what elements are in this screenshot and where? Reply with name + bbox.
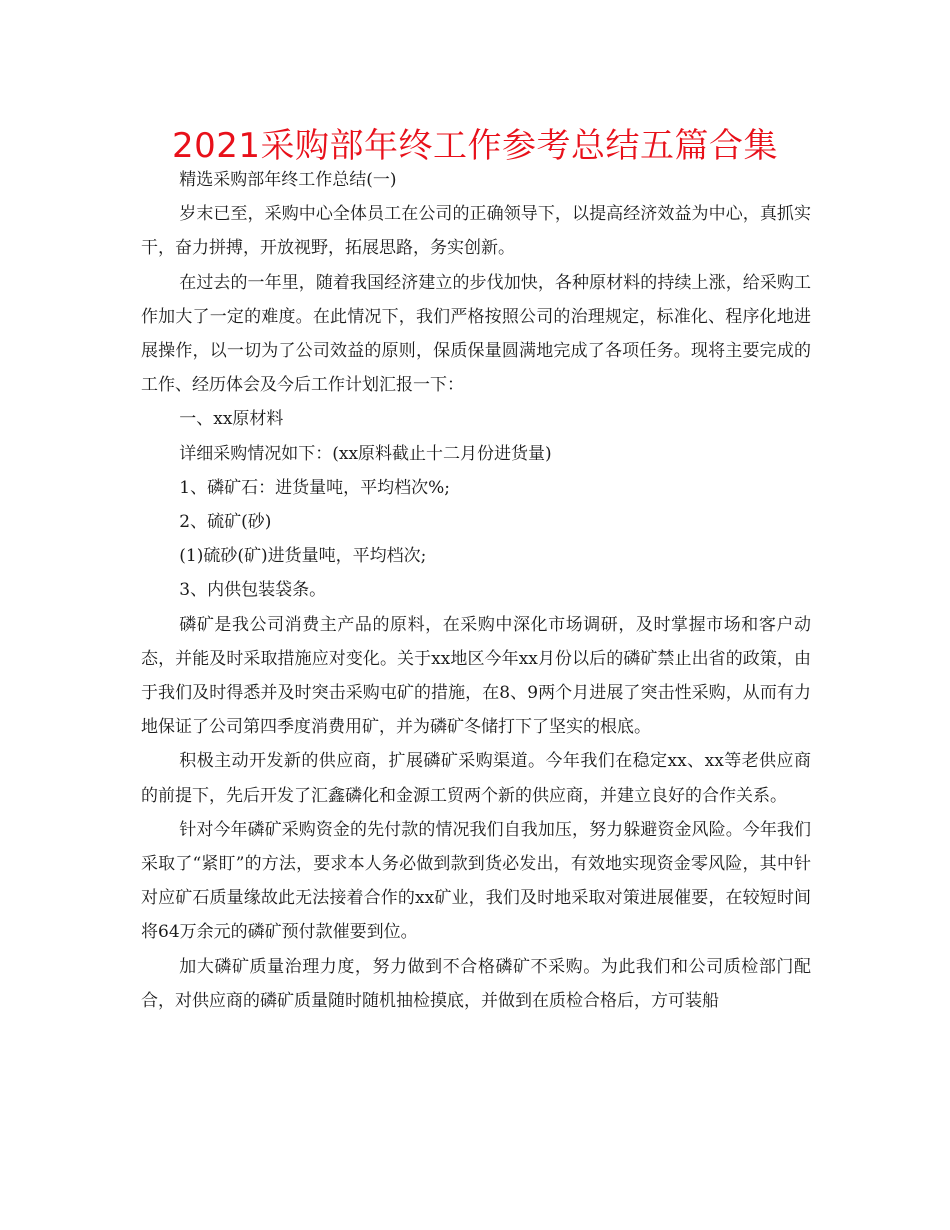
list-item: 3、内供包装袋条。 [179, 580, 327, 601]
paragraph: 针对今年磷矿采购资金的先付款的情况我们自我加压，努力躲避资金风险。今年我们采取了“紧盯”的方法，要求本人务必做到款到货必发出，有效地实现资金零风险，其中针对应矿石质量缘故此无法接着合作的xx矿业，我们及时地采取对策进展催要，在较短时间将64万余元的磷矿预付款催要到位。 [141, 819, 811, 943]
list-item: 1、磷矿石：进货量吨，平均档次%; [179, 477, 450, 498]
paragraph: 详细采购情况如下：(xx原料截止十二月份进货量) [179, 443, 552, 464]
paragraph: 岁末已至，采购中心全体员工在公司的正确领导下，以提高经济效益为中心，真抓实干，奋力拼搏，开放视野，拓展思路，务实创新。 [141, 204, 811, 259]
section-heading: 一、xx原材料 [179, 409, 284, 430]
document-body [141, 163, 811, 1018]
paragraph: 积极主动开发新的供应商，扩展磷矿采购渠道。今年我们在稳定xx、xx等老供应商的前提下，先后开发了汇鑫磷化和金源工贸两个新的供应商，并建立良好的合作关系。 [141, 751, 811, 806]
document-title: 2021采购部年终工作参考总结五篇合集 [171, 126, 779, 166]
paragraph-subtitle: 精选采购部年终工作总结(一) [179, 170, 397, 190]
paragraph: 磷矿是我公司消费主产品的原料，在采购中深化市场调研，及时掌握市场和客户动态，并能及时采取措施应对变化。关于xx地区今年xx月份以后的磷矿禁止出省的政策，由于我们及时得悉并及时突击采购屯矿的措施，在8、9两个月进展了突击性采购，从而有力地保证了公司第四季度消费用矿，并为磷矿冬储打下了坚实的根底。 [141, 614, 811, 738]
list-item: 2、硫矿(砂) [179, 512, 272, 533]
list-item: (1)硫砂(矿)进货量吨，平均档次; [179, 546, 427, 567]
paragraph: 在过去的一年里，随着我国经济建立的步伐加快，各种原材料的持续上涨，给采购工作加大了一定的难度。在此情况下，我们严格按照公司的治理规定，标准化、程序化地进展操作，以一切为了公司效益的原则，保质保量圆满地完成了各项任务。现将主要完成的工作、经历体会及今后工作计划汇报一下： [141, 272, 811, 396]
paragraph: 加大磷矿质量治理力度，努力做到不合格磷矿不采购。为此我们和公司质检部门配合，对供应商的磷矿质量随时随机抽检摸底，并做到在质检合格后，方可装船 [141, 956, 811, 1011]
